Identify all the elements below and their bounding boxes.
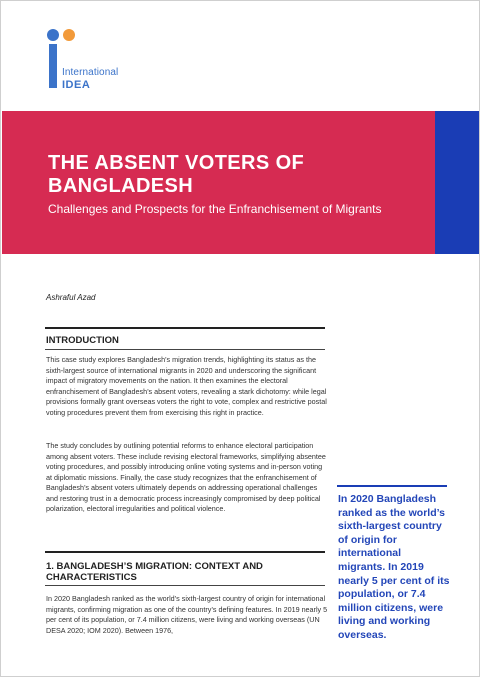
international-idea-logo	[45, 29, 135, 95]
section1-paragraph: In 2020 Bangladesh ranked as the world’s sixth-largest country of origin for international migrants, confirming migration as one of the country’s defining features. In 2019 nearly 5 per cent of its population, or 7.4 million citizens, were living and working overseas (UN DESA 2020; IOM 2020). Between 1976,	[46, 594, 328, 635]
logo-orange-dot	[63, 29, 75, 41]
section1-heading-underline	[45, 585, 325, 586]
document-subtitle: Challenges and Prospects for the Enfranchisement of Migrants	[48, 202, 382, 216]
logo-text-line1: International	[62, 67, 119, 78]
intro-heading-rule	[45, 327, 325, 329]
document-title: THE ABSENT VOTERS OF BANGLADESH	[48, 152, 305, 197]
author-name: Ashraful Azad	[46, 293, 96, 302]
pullquote: In 2020 Bangladesh ranked as the world’s sixth-largest country of origin for international migrants. In 2019 nearly 5 per cent of its population, or 7.4 million citizens, were living and working overseas.	[338, 493, 450, 641]
pullquote-rule	[337, 485, 447, 487]
intro-paragraph-2: The study concludes by outlining potential reforms to enhance electoral participation among absent voters. These include revising electoral frameworks, simplifying absentee voting procedures, and possibly introducing online voting systems and in-person voting at diplomatic missions. Finally, the case study recognizes that the enfranchisement of Bangladesh’s absent voters ultimately depends on addressing operational challenges and restoring trust in a democratic process increasingly compromised by deep political polarization, electoral irregularities and political violence.	[46, 441, 326, 513]
banner-side-block	[435, 111, 479, 254]
logo-text-line2: IDEA	[62, 79, 91, 91]
introduction-heading: INTRODUCTION	[46, 335, 119, 346]
intro-paragraph-1: This case study explores Bangladesh’s migration trends, highlighting its status as the sixth-largest source of international migrants in 2020 and underscoring the significant impact of migratory movements on the nation. It then examines the electoral enfranchisement of Bangladesh’s absent voters, revealing a stark dichotomy: while legal provisions formally grant overseas voters the right to vote, complex and restrictive postal voting procedures prevent them from exercising this right in practice.	[46, 355, 327, 417]
section1-heading-rule	[45, 551, 325, 553]
logo-bar	[49, 44, 57, 88]
intro-heading-underline	[45, 349, 325, 350]
section1-heading: 1. BANGLADESH’S MIGRATION: CONTEXT AND CHARACTERISTICS	[46, 561, 263, 583]
logo-blue-dot	[47, 29, 59, 41]
